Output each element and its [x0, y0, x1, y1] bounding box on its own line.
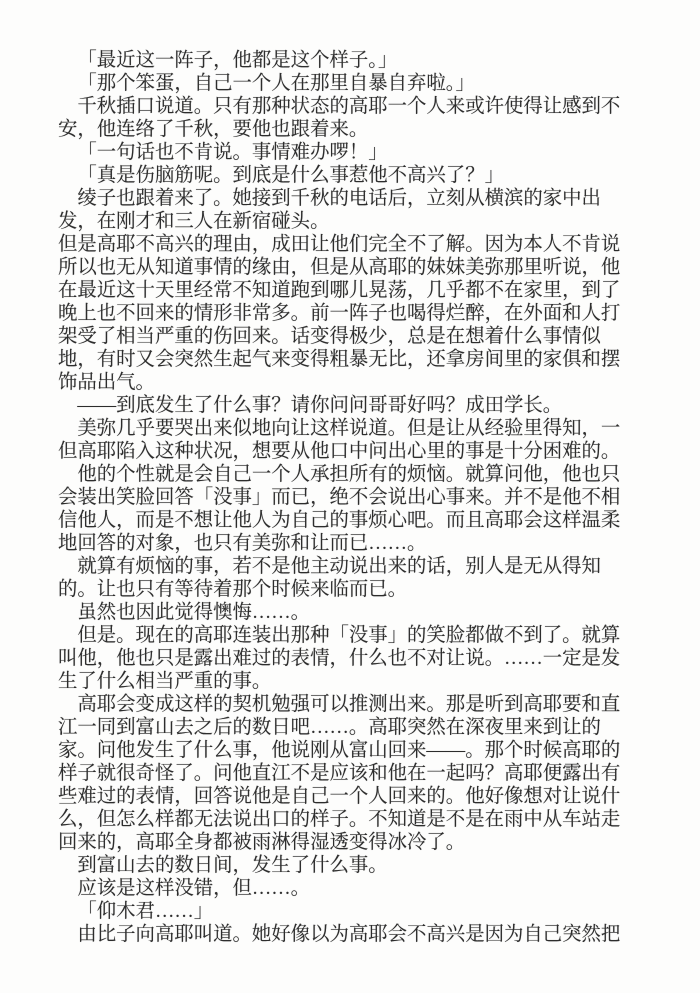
text-line: 的。让也只有等待着那个时候来临而已。: [58, 579, 408, 600]
text-line: 绫子也跟着来了。她接到千秋的电话后，立刻从横滨的家中出: [77, 188, 601, 209]
text-line: 地，有时又会突然生起气来变得粗暴无比，还拿房间里的家俱和摆: [58, 349, 621, 370]
text-line: 「最近这一阵子，他都是这个样子。」: [77, 50, 398, 71]
text-line: 发，在刚才和三人在新宿碰头。: [58, 211, 330, 232]
text-line: 美弥几乎要哭出来似地向让这样说道。但是让从经验里得知，一: [77, 418, 621, 439]
text-line: 回来的，高耶全身都被雨淋得湿透变得冰冷了。: [58, 832, 466, 853]
text-line: 样子就很奇怪了。问他直江不是应该和他在一起吗？高耶便露出有: [58, 763, 621, 784]
text-line: 应该是这样没错，但……。: [77, 878, 311, 899]
text-line: 高耶会变成这样的契机勉强可以推测出来。那是听到高耶要和直: [77, 694, 621, 715]
text-line: 在最近这十天里经常不知道跑到哪儿晃荡，几乎都不在家里，到了: [58, 280, 621, 301]
text-line: 但高耶陷入这种状况，想要从他口中问出心里的事是十分困难的。: [58, 441, 621, 462]
text-line: 「一句话也不肯说。事情难办啰！」: [77, 142, 388, 163]
text-line: 么，但怎么样都无法说出口的样子。不知道是不是在雨中从车站走: [58, 809, 621, 830]
text-line: 就算有烦恼的事，若不是他主动说出来的话，别人是无从得知: [77, 556, 601, 577]
text-line: 千秋插口说道。只有那种状态的高耶一个人来或许使得让感到不: [77, 96, 621, 117]
text-line: 他的个性就是会自己一个人承担所有的烦恼。就算问他，他也只: [77, 464, 621, 485]
text-line: 饰品出气。: [58, 372, 155, 393]
text-line: 些难过的表情，回答说他是自己一个人回来的。他好像想对让说什: [58, 786, 621, 807]
text-line: 江一同到富山去之后的数日吧……。高耶突然在深夜里来到让的: [58, 717, 601, 738]
text-line: 信他人，而是不想让他人为自己的事烦心吧。而且高耶会这样温柔: [58, 510, 621, 531]
page-text-block: [58, 49, 680, 946]
text-line: 「仰木君……」: [77, 901, 214, 922]
text-line: 架受了相当严重的伤回来。话变得极少，总是在想着什么事情似: [58, 326, 601, 347]
text-line: 所以也无从知道事情的缘由，但是从高耶的妹妹美弥那里听说，他: [58, 257, 621, 278]
text-line: 地回答的对象，也只有美弥和让而已……。: [58, 533, 427, 554]
text-line: 由比子向高耶叫道。她好像以为高耶会不高兴是因为自己突然把: [77, 924, 621, 945]
text-line: 虽然也因此觉得懊悔……。: [77, 602, 311, 623]
text-line: 「那个笨蛋，自己一个人在那里自暴自弃啦。」: [77, 73, 475, 94]
text-line: 「真是伤脑筋呢。到底是什么事惹他不高兴了？」: [77, 165, 504, 186]
text-line: 但是。现在的高耶连装出那种「没事」的笑脸都做不到了。就算: [77, 625, 621, 646]
text-line: 会装出笑脸回答「没事」而已，绝不会说出心事来。并不是他不相: [58, 487, 621, 508]
text-line: 叫他，他也只是露出难过的表情，什么也不对让说。……一定是发: [58, 648, 621, 669]
text-line: 生了什么相当严重的事。: [58, 671, 272, 692]
text-line: 到富山去的数日间，发生了什么事。: [77, 855, 388, 876]
text-line: 安，他连络了千秋，要他也跟着来。: [58, 119, 369, 140]
text-line: 家。问他发生了什么事，他说刚从富山回来——。那个时候高耶的: [58, 740, 621, 761]
text-line: 但是高耶不高兴的理由，成田让他们完全不了解。因为本人不肯说: [58, 234, 621, 255]
text-line: ——到底发生了什么事？请你问问哥哥好吗？成田学长。: [77, 395, 563, 416]
text-line: 晚上也不回来的情形非常多。前一阵子也喝得烂醉，在外面和人打: [58, 303, 621, 324]
